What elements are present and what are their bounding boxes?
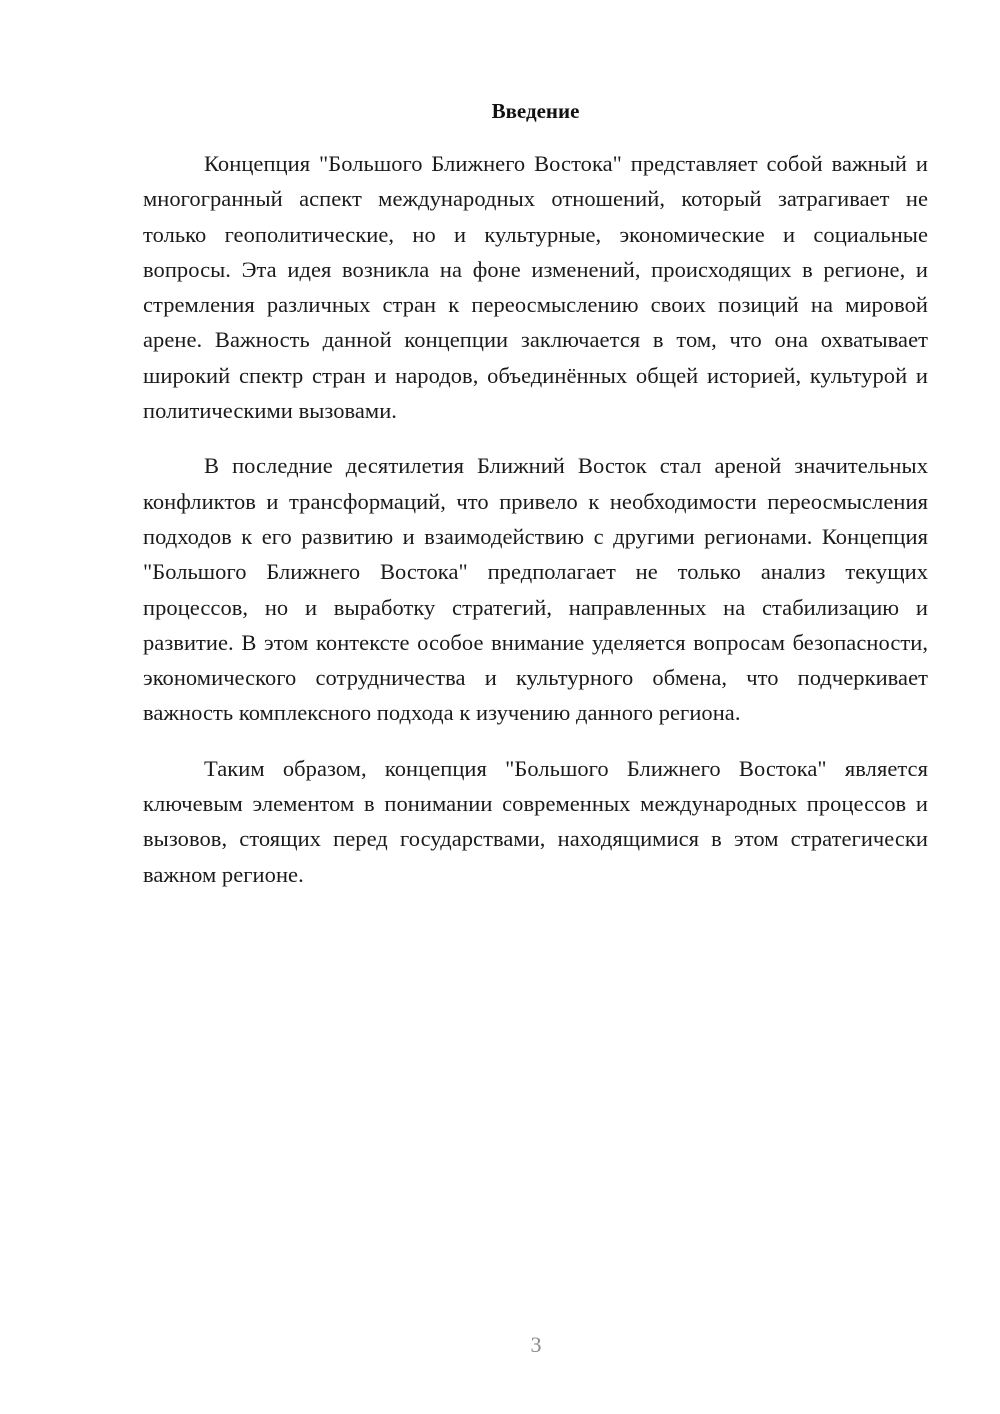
paragraph-3: Таким образом, концепция "Большого Ближнего Востока" является ключевым элементом в понимании современных международных процессов и вызовов, стоящих перед государствами, находящимися в этом стратегически важном регионе. [143, 755, 928, 887]
paragraph-2: В последние десятилетия Ближний Восток стал ареной значительных конфликтов и трансформаций, что привело к необходимости переосмысления подходов к его развитию и взаимодействию с другими регионами. Концепция "Большого Ближнего Востока" предполагает не только анализ текущих процессов, но и выработку стратегий, направленных на стабилизацию и развитие. В этом контексте особое внимание уделяется вопросам безопасности, экономического сотрудничества и культурного обмена, что подчеркивает важность комплексного подхода к изучению данного региона. [143, 453, 928, 726]
section-heading: Введение [491, 99, 580, 123]
page-body [143, 96, 928, 912]
page-number: 3 [530, 1332, 542, 1357]
paragraph-1: Концепция "Большого Ближнего Востока" представляет собой важный и многогранный аспект международных отношений, который затрагивает не только геополитические, но и культурные, экономические и социальные вопросы. Эта идея возникла на фоне изменений, происходящих в регионе, и стремления различных стран к переосмыслению своих позиций на мировой арене. Важность данной концепции заключается в том, что она охватывает широкий спектр стран и народов, объединённых общей историей, культурой и политическими вызовами. [143, 151, 928, 424]
